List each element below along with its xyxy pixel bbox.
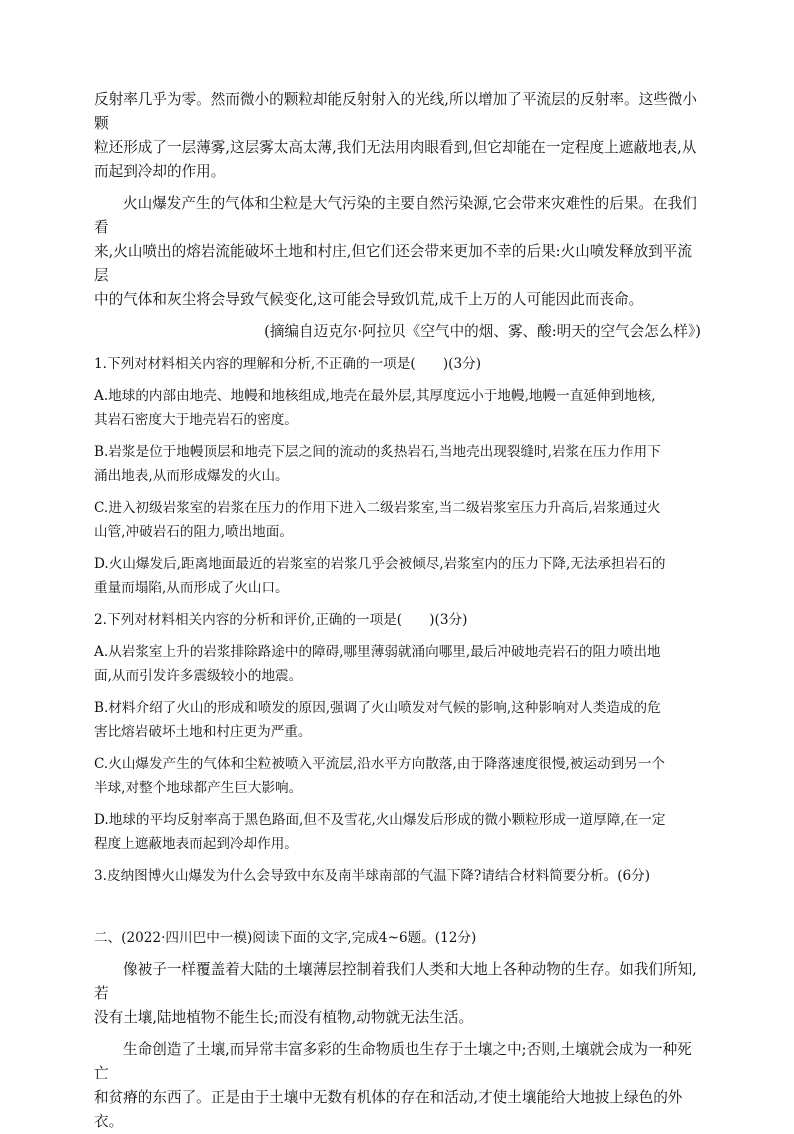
question-2-option-b-cont: 害比熔岩破坏土地和村庄更为严重。 xyxy=(94,724,312,740)
section-2-heading: 二、(2022·四川巴中一模)阅读下面的文字,完成4~6题。(12分) xyxy=(94,930,477,946)
question-2-option-c: C.火山爆发产生的气体和尘粒被喷入平流层,沿水平方向散落,由于降落速度很慢,被运动到另一个 xyxy=(94,756,665,772)
passage1-line: 中的气体和灰尘将会导致气候变化,这可能会导致饥荒,成千上万的人可能因此而丧命。 xyxy=(94,291,644,308)
passage1-line: 火山爆发产生的气体和尘粒是大气污染的主要自然污染源,它会带来灾难性的后果。在我们看 xyxy=(94,195,697,236)
document-content xyxy=(94,88,701,1134)
section-2-line: 像被子一样覆盖着大陆的土壤薄层控制着我们人类和大地上各种动物的生存。如我们所知,若 xyxy=(94,961,697,1002)
question-1-option-c-cont: 山管,冲破岩石的阻力,喷出地面。 xyxy=(94,524,293,540)
passage1-line: 粒还形成了一层薄雾,这层雾太高太薄,我们无法用肉眼看到,但它却能在一定程度上遮蔽地表,从 xyxy=(94,139,697,156)
question-2-option-a-cont: 面,从而引发许多震级较小的地震。 xyxy=(94,668,303,684)
question-1-option-d: D.火山爆发后,距离地面最近的岩浆室的岩浆几乎会被倾尽,岩浆室内的压力下降,无法承担岩石的 xyxy=(94,556,666,572)
question-2-option-a: A.从岩浆室上升的岩浆排除路途中的障碍,哪里薄弱就涌向哪里,最后冲破地壳岩石的阻力喷出地 xyxy=(94,644,661,660)
question-1-option-b-cont: 涌出地表,从而形成爆发的火山。 xyxy=(94,468,289,484)
passage1-line: 来,火山喷出的熔岩流能破坏土地和村庄,但它们还会带来更加不幸的后果:火山喷发释放到平流层 xyxy=(94,243,692,284)
question-1-stem: 1.下列对材料相关内容的理解和分析,不正确的一项是( )(3分) xyxy=(94,356,481,372)
section-2-line: 和贫瘠的东西了。正是由于土壤中无数有机体的存在和活动,才使土壤能给大地披上绿色的外衣。 xyxy=(94,1089,683,1130)
question-1-option-a: A.地球的内部由地壳、地幔和地核组成,地壳在最外层,其厚度远小于地幔,地幔一直延伸到地核, xyxy=(94,388,656,404)
section-2-line: 没有土壤,陆地植物不能生长;而没有植物,动物就无法生活。 xyxy=(94,1009,474,1026)
passage1-source: (摘编自迈克尔·阿拉贝《空气中的烟、雾、酸:明天的空气会怎么样》) xyxy=(264,323,701,340)
question-1-option-b: B.岩浆是位于地幔顶层和地壳下层之间的流动的炙热岩石,当地壳出现裂缝时,岩浆在压力作用下 xyxy=(94,444,661,460)
question-2-option-d: D.地球的平均反射率高于黑色路面,但不及雪花,火山爆发后形成的微小颗粒形成一道厚障,在一定 xyxy=(94,812,666,828)
question-1-option-c: C.进入初级岩浆室的岩浆在压力的作用下进入二级岩浆室,当二级岩浆室压力升高后,岩浆通过火 xyxy=(94,500,661,516)
question-2-option-c-cont: 半球,对整个地球都产生巨大影响。 xyxy=(94,780,303,796)
question-2-option-b: B.材料介绍了火山的形成和喷发的原因,强调了火山喷发对气候的影响,这种影响对人类造成的危 xyxy=(94,700,661,716)
passage1-line: 反射率几乎为零。然而微小的颗粒却能反射射入的光线,所以增加了平流层的反射率。这些微小颗 xyxy=(94,91,697,132)
question-2-stem: 2.下列对材料相关内容的分析和评价,正确的一项是( )(3分) xyxy=(94,612,468,628)
section-2-line: 生命创造了土壤,而异常丰富多彩的生命物质也生存于土壤之中;否则,土壤就会成为一种死亡 xyxy=(94,1041,692,1082)
question-2-option-d-cont: 程度上遮蔽地表而起到冷却作用。 xyxy=(94,836,298,852)
question-3-stem: 3.皮纳图博火山爆发为什么会导致中东及南半球南部的气温下降?请结合材料简要分析。(6分) xyxy=(94,868,651,884)
question-1-option-d-cont: 重量而塌陷,从而形成了火山口。 xyxy=(94,580,289,596)
question-1-option-a-cont: 其岩石密度大于地壳岩石的密度。 xyxy=(94,412,298,428)
passage1-line: 而起到冷却的作用。 xyxy=(94,163,226,180)
